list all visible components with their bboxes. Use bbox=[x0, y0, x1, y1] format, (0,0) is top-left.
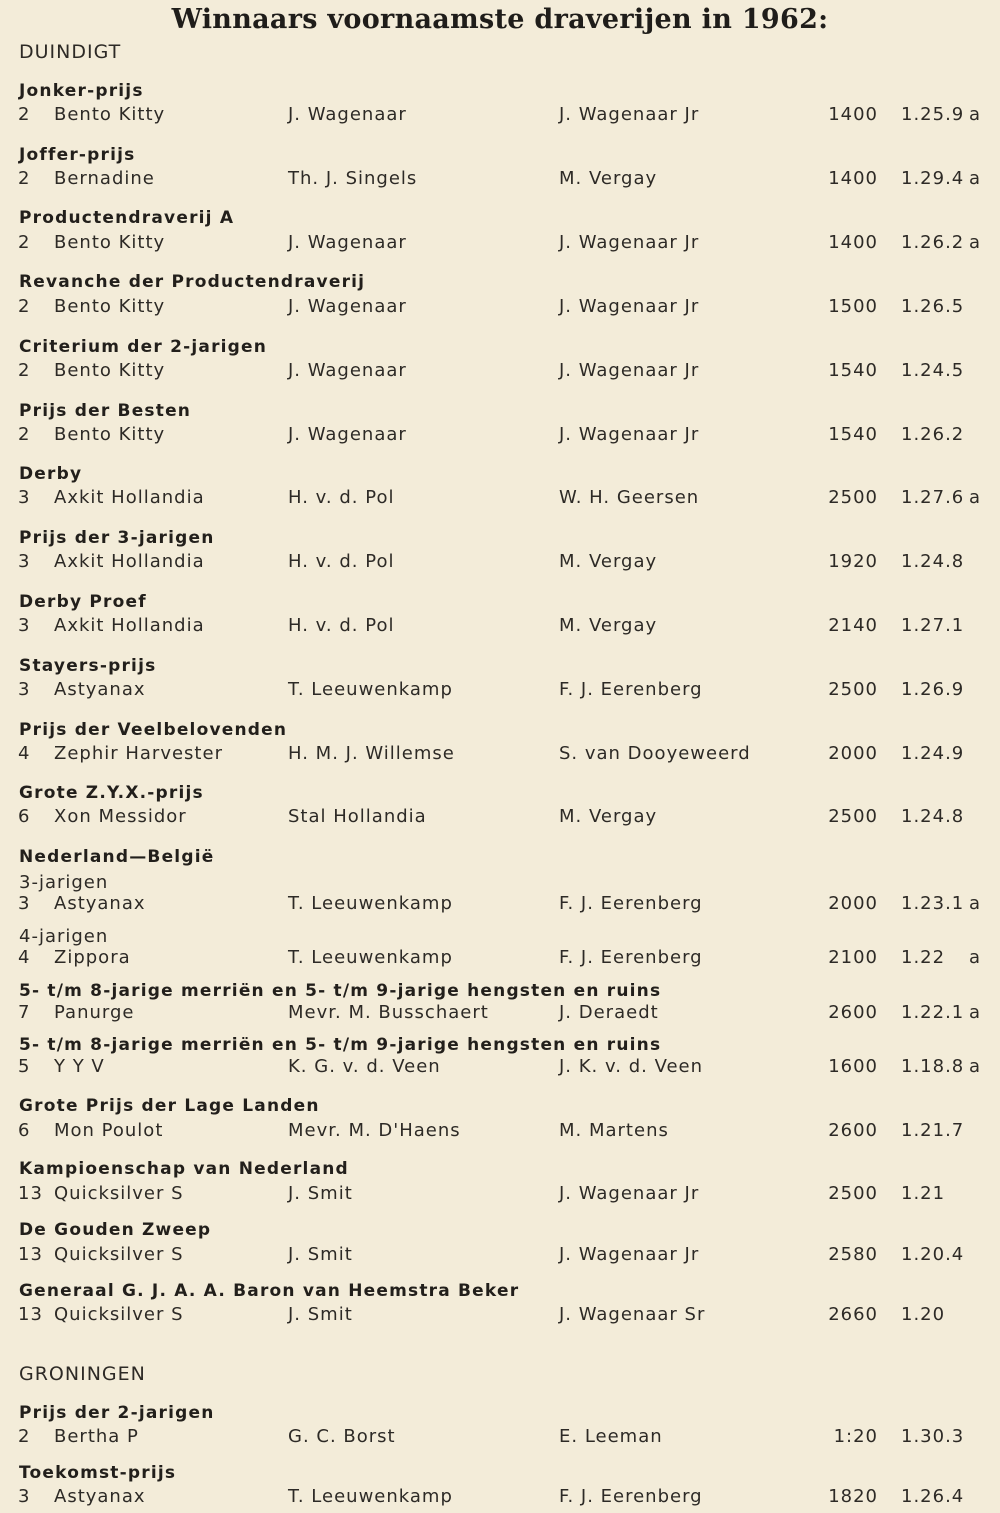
owner-cell: J. Wagenaar bbox=[288, 424, 407, 445]
distance-cell: 1920 bbox=[828, 551, 878, 572]
flag-cell: a bbox=[969, 1056, 982, 1077]
driver-cell: F. J. Eerenberg bbox=[559, 1486, 703, 1507]
time-cell: 1.20 bbox=[901, 1304, 946, 1325]
result-row bbox=[0, 296, 1000, 320]
time-cell: 1.30.3 bbox=[901, 1426, 965, 1447]
horse-cell: Bertha P bbox=[54, 1426, 139, 1447]
flag-cell: a bbox=[969, 893, 982, 914]
result-row bbox=[0, 1426, 1000, 1450]
driver-cell: F. J. Eerenberg bbox=[559, 947, 703, 968]
race-title: De Gouden Zweep bbox=[19, 1220, 212, 1240]
age-cell: 2 bbox=[18, 424, 31, 445]
owner-cell: J. Wagenaar bbox=[288, 232, 407, 253]
owner-cell: T. Leeuwenkamp bbox=[288, 893, 453, 914]
time-cell: 1.26.2 bbox=[901, 424, 965, 445]
owner-cell: J. Smit bbox=[288, 1183, 353, 1204]
horse-cell: Bento Kitty bbox=[54, 232, 166, 253]
time-cell: 1.26.5 bbox=[901, 296, 965, 317]
race-title: Revanche der Productendraverij bbox=[19, 272, 366, 292]
horse-cell: Axkit Hollandia bbox=[54, 487, 205, 508]
age-cell: 3 bbox=[18, 551, 31, 572]
result-row bbox=[0, 1183, 1000, 1207]
age-cell: 3 bbox=[18, 615, 31, 636]
age-cell: 5 bbox=[18, 1056, 31, 1077]
result-row bbox=[0, 232, 1000, 256]
owner-cell: J. Wagenaar bbox=[288, 296, 407, 317]
age-cell: 13 bbox=[18, 1183, 43, 1204]
race-title: Nederland—België bbox=[19, 847, 215, 867]
driver-cell: J. Wagenaar Jr bbox=[559, 424, 700, 445]
time-cell: 1.22 bbox=[901, 947, 946, 968]
age-cell: 2 bbox=[18, 232, 31, 253]
time-cell: 1.22.1 bbox=[901, 1002, 965, 1023]
owner-cell: Stal Hollandia bbox=[288, 806, 427, 827]
flag-cell: a bbox=[969, 232, 982, 253]
owner-cell: K. G. v. d. Veen bbox=[288, 1056, 441, 1077]
owner-cell: T. Leeuwenkamp bbox=[288, 947, 453, 968]
distance-cell: 1400 bbox=[828, 168, 878, 189]
race-title: Jonker-prijs bbox=[19, 81, 144, 101]
distance-cell: 2100 bbox=[828, 947, 878, 968]
driver-cell: J. Wagenaar Jr bbox=[559, 296, 700, 317]
time-cell: 1.26.4 bbox=[901, 1486, 965, 1507]
age-group-label: 4-jarigen bbox=[19, 926, 109, 947]
race-title: Toekomst-prijs bbox=[19, 1463, 177, 1483]
owner-cell: H. v. d. Pol bbox=[288, 551, 395, 572]
age-cell: 6 bbox=[18, 806, 31, 827]
time-cell: 1.26.9 bbox=[901, 679, 965, 700]
distance-cell: 1500 bbox=[828, 296, 878, 317]
driver-cell: J. Wagenaar Jr bbox=[559, 1183, 700, 1204]
race-title: Prijs der Veelbelovenden bbox=[19, 720, 288, 740]
race-title: Stayers-prijs bbox=[19, 656, 157, 676]
owner-cell: T. Leeuwenkamp bbox=[288, 1486, 453, 1507]
distance-cell: 1540 bbox=[828, 424, 878, 445]
owner-cell: H. M. J. Willemse bbox=[288, 743, 455, 764]
driver-cell: J. Wagenaar Jr bbox=[559, 1244, 700, 1265]
horse-cell: Bento Kitty bbox=[54, 104, 166, 125]
distance-cell: 1400 bbox=[828, 232, 878, 253]
distance-cell: 2000 bbox=[828, 893, 878, 914]
result-row bbox=[0, 947, 1000, 971]
race-title: Grote Z.Y.X.-prijs bbox=[19, 783, 204, 803]
distance-cell: 1820 bbox=[828, 1486, 878, 1507]
owner-cell: Mevr. M. D'Haens bbox=[288, 1120, 461, 1141]
age-cell: 2 bbox=[18, 296, 31, 317]
track-heading: GRONINGEN bbox=[19, 1363, 146, 1385]
page-title: Winnaars voornaamste draverijen in 1962: bbox=[171, 4, 829, 35]
result-row bbox=[0, 1002, 1000, 1026]
distance-cell: 2580 bbox=[828, 1244, 878, 1265]
result-row bbox=[0, 893, 1000, 917]
distance-cell: 2500 bbox=[828, 679, 878, 700]
driver-cell: S. van Dooyeweerd bbox=[559, 743, 751, 764]
horse-cell: Zippora bbox=[54, 947, 131, 968]
age-cell: 3 bbox=[18, 893, 31, 914]
time-cell: 1.24.9 bbox=[901, 743, 965, 764]
time-cell: 1.25.9 bbox=[901, 104, 965, 125]
age-cell: 3 bbox=[18, 1486, 31, 1507]
owner-cell: H. v. d. Pol bbox=[288, 487, 395, 508]
age-cell: 13 bbox=[18, 1304, 43, 1325]
time-cell: 1.20.4 bbox=[901, 1244, 965, 1265]
time-cell: 1.21.7 bbox=[901, 1120, 965, 1141]
driver-cell: M. Vergay bbox=[559, 615, 658, 636]
flag-cell: a bbox=[969, 947, 982, 968]
age-cell: 2 bbox=[18, 1426, 31, 1447]
horse-cell: Mon Poulot bbox=[54, 1120, 164, 1141]
driver-cell: W. H. Geersen bbox=[559, 487, 700, 508]
race-title: Generaal G. J. A. A. Baron van Heemstra Beker bbox=[19, 1281, 520, 1301]
race-title: 5- t/m 8-jarige merriën en 5- t/m 9-jarige hengsten en ruins bbox=[19, 981, 662, 1001]
distance-cell: 2500 bbox=[828, 487, 878, 508]
driver-cell: M. Vergay bbox=[559, 806, 658, 827]
age-cell: 7 bbox=[18, 1002, 31, 1023]
horse-cell: Axkit Hollandia bbox=[54, 615, 205, 636]
driver-cell: M. Vergay bbox=[559, 551, 658, 572]
horse-cell: Y Y V bbox=[54, 1056, 105, 1077]
result-row bbox=[0, 551, 1000, 575]
race-title: Criterium der 2-jarigen bbox=[19, 337, 268, 357]
distance-cell: 2660 bbox=[828, 1304, 878, 1325]
result-row bbox=[0, 1120, 1000, 1144]
owner-cell: J. Wagenaar bbox=[288, 104, 407, 125]
distance-cell: 2500 bbox=[828, 1183, 878, 1204]
time-cell: 1.23.1 bbox=[901, 893, 965, 914]
result-row bbox=[0, 679, 1000, 703]
age-cell: 13 bbox=[18, 1244, 43, 1265]
flag-cell: a bbox=[969, 104, 982, 125]
distance-cell: 1600 bbox=[828, 1056, 878, 1077]
flag-cell: a bbox=[969, 168, 982, 189]
driver-cell: F. J. Eerenberg bbox=[559, 893, 703, 914]
horse-cell: Xon Messidor bbox=[54, 806, 187, 827]
age-cell: 2 bbox=[18, 360, 31, 381]
horse-cell: Bento Kitty bbox=[54, 296, 166, 317]
horse-cell: Astyanax bbox=[54, 679, 146, 700]
time-cell: 1.27.1 bbox=[901, 615, 965, 636]
result-row bbox=[0, 1244, 1000, 1268]
race-title: Derby bbox=[19, 464, 83, 484]
distance-cell: 2140 bbox=[828, 615, 878, 636]
distance-cell: 1400 bbox=[828, 104, 878, 125]
result-row bbox=[0, 1486, 1000, 1510]
result-row bbox=[0, 360, 1000, 384]
driver-cell: J. K. v. d. Veen bbox=[559, 1056, 704, 1077]
horse-cell: Astyanax bbox=[54, 893, 146, 914]
driver-cell: J. Deraedt bbox=[559, 1002, 659, 1023]
result-row bbox=[0, 104, 1000, 128]
time-cell: 1.27.6 bbox=[901, 487, 965, 508]
owner-cell: J. Smit bbox=[288, 1244, 353, 1265]
age-cell: 3 bbox=[18, 679, 31, 700]
driver-cell: J. Wagenaar Jr bbox=[559, 360, 700, 381]
age-cell: 2 bbox=[18, 104, 31, 125]
age-cell: 4 bbox=[18, 947, 31, 968]
result-row bbox=[0, 487, 1000, 511]
distance-cell: 2600 bbox=[828, 1120, 878, 1141]
horse-cell: Bento Kitty bbox=[54, 424, 166, 445]
horse-cell: Quicksilver S bbox=[54, 1304, 184, 1325]
age-cell: 6 bbox=[18, 1120, 31, 1141]
race-title: 5- t/m 8-jarige merriën en 5- t/m 9-jarige hengsten en ruins bbox=[19, 1035, 662, 1055]
age-group-label: 3-jarigen bbox=[19, 872, 109, 893]
distance-cell: 1:20 bbox=[833, 1426, 878, 1447]
time-cell: 1.26.2 bbox=[901, 232, 965, 253]
owner-cell: J. Wagenaar bbox=[288, 360, 407, 381]
race-title: Prijs der 2-jarigen bbox=[19, 1403, 215, 1423]
owner-cell: Th. J. Singels bbox=[288, 168, 418, 189]
race-title: Joffer-prijs bbox=[19, 145, 136, 165]
horse-cell: Astyanax bbox=[54, 1486, 146, 1507]
owner-cell: J. Smit bbox=[288, 1304, 353, 1325]
race-title: Kampioenschap van Nederland bbox=[19, 1159, 349, 1179]
race-title: Grote Prijs der Lage Landen bbox=[19, 1096, 320, 1116]
driver-cell: E. Leeman bbox=[559, 1426, 663, 1447]
race-title: Derby Proef bbox=[19, 592, 147, 612]
age-cell: 3 bbox=[18, 487, 31, 508]
distance-cell: 2600 bbox=[828, 1002, 878, 1023]
time-cell: 1.29.4 bbox=[901, 168, 965, 189]
result-row bbox=[0, 615, 1000, 639]
track-heading: DUINDIGT bbox=[19, 41, 122, 63]
race-title: Prijs der Besten bbox=[19, 401, 192, 421]
driver-cell: M. Martens bbox=[559, 1120, 669, 1141]
result-row bbox=[0, 743, 1000, 767]
age-cell: 4 bbox=[18, 743, 31, 764]
distance-cell: 2500 bbox=[828, 806, 878, 827]
result-row bbox=[0, 168, 1000, 192]
distance-cell: 1540 bbox=[828, 360, 878, 381]
owner-cell: T. Leeuwenkamp bbox=[288, 679, 453, 700]
horse-cell: Quicksilver S bbox=[54, 1183, 184, 1204]
result-row bbox=[0, 806, 1000, 830]
driver-cell: F. J. Eerenberg bbox=[559, 679, 703, 700]
race-title: Prijs der 3-jarigen bbox=[19, 528, 215, 548]
distance-cell: 2000 bbox=[828, 743, 878, 764]
driver-cell: J. Wagenaar Jr bbox=[559, 104, 700, 125]
owner-cell: Mevr. M. Busschaert bbox=[288, 1002, 489, 1023]
time-cell: 1.18.8 bbox=[901, 1056, 965, 1077]
owner-cell: H. v. d. Pol bbox=[288, 615, 395, 636]
time-cell: 1.24.5 bbox=[901, 360, 965, 381]
time-cell: 1.21 bbox=[901, 1183, 946, 1204]
flag-cell: a bbox=[969, 487, 982, 508]
age-cell: 2 bbox=[18, 168, 31, 189]
driver-cell: J. Wagenaar Sr bbox=[559, 1304, 706, 1325]
flag-cell: a bbox=[969, 1002, 982, 1023]
horse-cell: Panurge bbox=[54, 1002, 135, 1023]
result-row bbox=[0, 1056, 1000, 1080]
horse-cell: Bernadine bbox=[54, 168, 155, 189]
time-cell: 1.24.8 bbox=[901, 551, 965, 572]
owner-cell: G. C. Borst bbox=[288, 1426, 396, 1447]
driver-cell: M. Vergay bbox=[559, 168, 658, 189]
driver-cell: J. Wagenaar Jr bbox=[559, 232, 700, 253]
horse-cell: Quicksilver S bbox=[54, 1244, 184, 1265]
horse-cell: Zephir Harvester bbox=[54, 743, 223, 764]
time-cell: 1.24.8 bbox=[901, 806, 965, 827]
horse-cell: Bento Kitty bbox=[54, 360, 166, 381]
result-row bbox=[0, 424, 1000, 448]
result-row bbox=[0, 1304, 1000, 1328]
horse-cell: Axkit Hollandia bbox=[54, 551, 205, 572]
race-title: Productendraverij A bbox=[19, 208, 235, 228]
